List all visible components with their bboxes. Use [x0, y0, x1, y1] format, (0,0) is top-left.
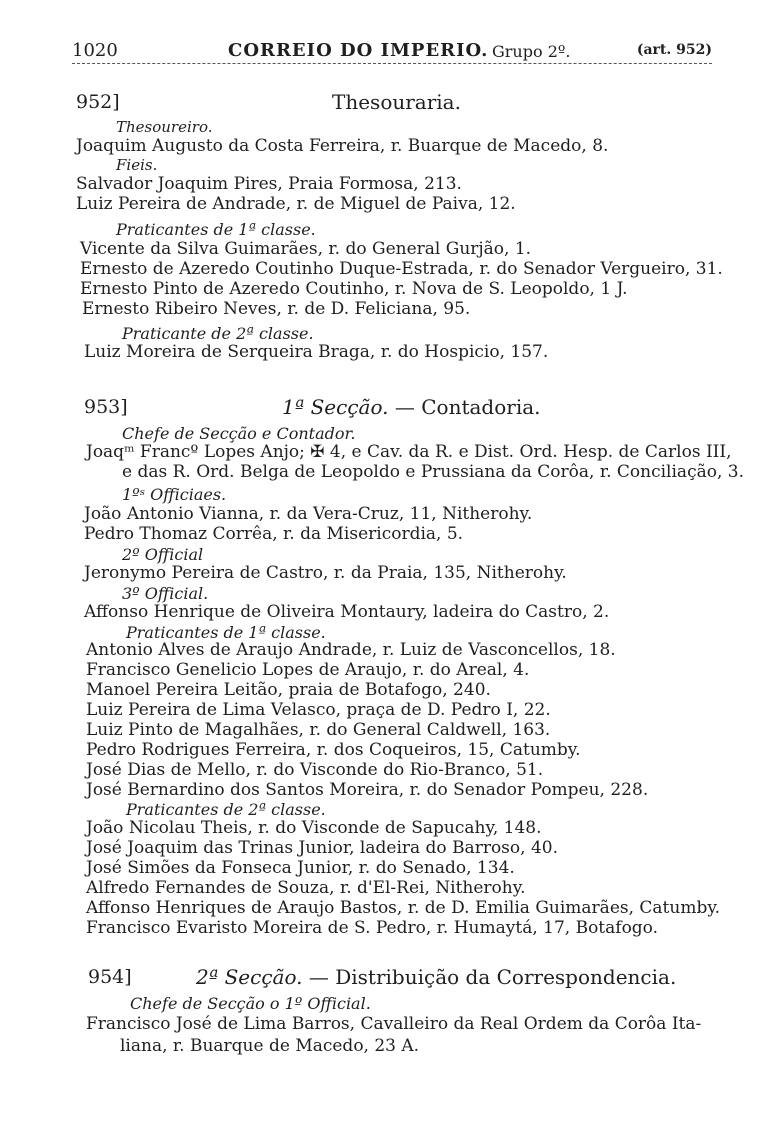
entry-line: Affonso Henrique de Oliveira Montaury, ladeira do Castro, 2. [84, 602, 610, 622]
entry-line: Jeronymo Pereira de Castro, r. da Praia, 135, Nitherohy. [84, 563, 567, 583]
entry-line: Pedro Thomaz Corrêa, r. da Misericordia, 5. [84, 524, 464, 544]
role-label: Praticantes de 1ª classe. [126, 623, 326, 642]
role-label: Chefe de Secção o 1º Official. [130, 994, 371, 1013]
section-number: 953] [84, 396, 128, 418]
entry-line: Alfredo Fernandes de Souza, r. d'El-Rei, Nitherohy. [86, 878, 526, 898]
entry-line: José Simões da Fonseca Junior, r. do Senado, 134. [86, 858, 515, 878]
group-label: Grupo 2º. [492, 42, 571, 61]
entry-line: Luiz Moreira de Serqueira Braga, r. do Hospicio, 157. [84, 342, 549, 362]
entry-line: Francisco Evaristo Moreira de S. Pedro, r. Humaytá, 17, Botafogo. [86, 918, 659, 938]
entry-line: Luiz Pereira de Lima Velasco, praça de D. Pedro I, 22. [86, 700, 551, 720]
entry-line: Vicente da Silva Guimarães, r. do General Gurjão, 1. [80, 239, 532, 259]
role-label: Praticantes de 1ª classe. [116, 220, 316, 239]
section-title: Thesouraria. [332, 90, 461, 114]
entry-line: Pedro Rodrigues Ferreira, r. dos Coqueiros, 15, Catumby. [86, 740, 581, 760]
entry-line: Luiz Pereira de Andrade, r. de Miguel de Paiva, 12. [76, 194, 516, 214]
entry-line: Joaquim Augusto da Costa Ferreira, r. Buarque de Macedo, 8. [76, 136, 609, 156]
section-ordinal: 1ª [282, 395, 305, 419]
role-label: Fieis. [116, 156, 158, 174]
entry-line: José Bernardino dos Santos Moreira, r. do Senador Pompeu, 228. [86, 780, 649, 800]
role-label: 1ºˢ Officiaes. [122, 485, 227, 504]
entry-line: Francisco José de Lima Barros, Cavalleiro da Real Ordem da Corôa Ita- [86, 1014, 702, 1034]
entry-line: Luiz Pinto de Magalhães, r. do General Caldwell, 163. [86, 720, 551, 740]
entry-line: João Antonio Vianna, r. da Vera-Cruz, 11, Nitherohy. [84, 504, 533, 524]
entry-line: Salvador Joaquim Pires, Praia Formosa, 213. [76, 174, 462, 194]
entry-line: Ernesto de Azeredo Coutinho Duque-Estrada, r. do Senador Vergueiro, 31. [80, 259, 723, 279]
entry-line: Manoel Pereira Leitão, praia de Botafogo, 240. [86, 680, 491, 700]
entry-line: Francisco Genelicio Lopes de Araujo, r. do Areal, 4. [86, 660, 530, 680]
role-label: 2º Official [122, 545, 204, 564]
section-word: Secção. [310, 395, 389, 419]
entry-line: liana, r. Buarque de Macedo, 23 A. [120, 1036, 420, 1056]
section-name: — Contadoria. [394, 395, 541, 419]
entry-line: Affonso Henriques de Araujo Bastos, r. de D. Emilia Guimarães, Catumby. [86, 898, 721, 918]
section-word: Secção. [224, 965, 303, 989]
entry-line: e das R. Ord. Belga de Leopoldo e Prussiana da Corôa, r. Conciliação, 3. [122, 462, 744, 482]
entry-line: João Nicolau Theis, r. do Visconde de Sapucahy, 148. [86, 818, 542, 838]
entry-line: Ernesto Ribeiro Neves, r. de D. Feliciana, 95. [82, 299, 471, 319]
entry-line: Antonio Alves de Araujo Andrade, r. Luiz de Vasconcellos, 18. [86, 640, 616, 660]
role-label: 3º Official. [122, 584, 209, 603]
page-header [72, 36, 712, 66]
role-label: Praticante de 2ª classe. [122, 324, 314, 343]
entry-line: José Joaquim das Trinas Junior, ladeira do Barroso, 40. [86, 838, 558, 858]
section-ordinal: 2ª [196, 965, 219, 989]
section-title [196, 965, 676, 989]
entry-line: Ernesto Pinto de Azeredo Coutinho, r. Nova de S. Leopoldo, 1 J. [80, 279, 628, 299]
section-number: 954] [88, 966, 132, 988]
publication-title: CORREIO DO IMPERIO. [228, 40, 489, 61]
role-label: Chefe de Secção e Contador. [122, 424, 356, 443]
role-label: Thesoureiro. [116, 118, 213, 136]
role-label: Praticantes de 2ª classe. [126, 800, 326, 819]
section-name: — Distribuição da Correspondencia. [308, 965, 677, 989]
section-number: 952] [76, 91, 120, 113]
entry-line: Joaqᵐ Francº Lopes Anjo; ✠ 4, e Cav. da R. e Dist. Ord. Hesp. de Carlos III, [86, 442, 732, 462]
section-title [282, 395, 541, 419]
entry-line: José Dias de Mello, r. do Visconde do Rio-Branco, 51. [86, 760, 544, 780]
article-ref: (art. 952) [636, 42, 712, 58]
page-number: 1020 [72, 40, 118, 61]
header-rule [72, 63, 712, 64]
